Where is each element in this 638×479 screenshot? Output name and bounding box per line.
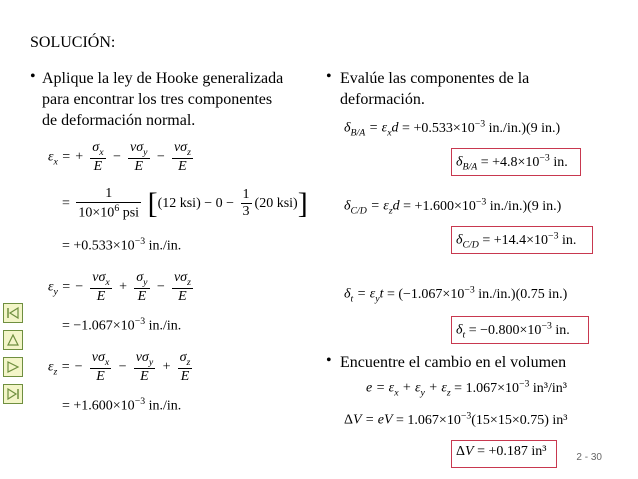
page-number: 2 - 30 — [576, 452, 602, 463]
left-bullet-line-3: de deformación normal. — [42, 112, 196, 129]
epsilon-y-result — [62, 316, 181, 335]
epsilon-x-equation: $\varepsilon_x$ = + $\frac{\sigma_x}{E}$ − $\frac{\nu\sigma_y}{E}$ − $\frac{\nu\sigma_z}{E}$ — [48, 140, 191, 174]
dcd-value: = +1.600×10 — [403, 198, 476, 214]
bullet-dot: • — [326, 352, 332, 369]
dba-boxed-unit: in. — [549, 154, 568, 170]
dba-value: = +0.533×10 — [402, 120, 475, 136]
dv-boxed: = +0.187 in³ — [473, 444, 547, 459]
left-bullet-text — [42, 68, 283, 131]
dba-exp: −3 — [474, 118, 486, 129]
bullet-dot: • — [326, 68, 332, 85]
left-bullet-line-2: para encontrar los tres componentes — [42, 91, 273, 108]
dt-boxed-unit: in. — [551, 322, 570, 338]
dt-tail: in./in.)(0.75 in.) — [474, 286, 568, 302]
first-slide-button[interactable] — [3, 303, 23, 323]
prev-slide-button[interactable] — [3, 330, 23, 350]
ex-result-unit: in./in. — [145, 238, 182, 254]
first-slide-icon — [4, 304, 22, 322]
next-slide-icon — [4, 358, 22, 376]
dv-value: = 1.067×10 — [392, 412, 461, 428]
epsilon-x-substitution: = $\frac{1}{10\times 10^6 psi}$ [(12 ksi) − 0 − $\frac{1}{3}$ (20 ksi)] — [62, 186, 308, 221]
epsilon-x-result — [62, 236, 181, 255]
volume-change-result: ΔV = +0.187 in³ — [456, 444, 547, 459]
dt-value: = (−1.067×10 — [386, 286, 465, 302]
e-sum-unit: in³/in³ — [529, 380, 567, 396]
ez-result: = +1.600×10 — [62, 398, 135, 414]
delta-t-result: $\delta_t = -0.800\times 10^{-3}$ in. — [456, 320, 570, 341]
right-bullet-text — [340, 68, 529, 110]
epsilon-y-equation: $\varepsilon_y$ = − $\frac{\nu\sigma_x}{E}$ + $\frac{\sigma_y}{E}$ − $\frac{\nu\sigma_z}{E}$ — [48, 270, 191, 304]
left-bullet-line-1: Aplique la ley de Hooke generalizada — [42, 70, 284, 87]
bullet-dot: • — [30, 68, 36, 85]
volume-bullet-text: Encuentre el cambio en el volumen — [340, 354, 567, 371]
last-slide-button[interactable] — [3, 384, 23, 404]
ey-result-unit: in./in. — [145, 318, 182, 334]
dcd-boxed-unit: in. — [558, 232, 577, 248]
ex-exp: 6 — [114, 203, 120, 214]
delta-cd-result: $\delta_{C/D} = +14.4\times 10^{-3}$ in. — [456, 230, 577, 251]
dv-tail: (15×15×0.75) in³ — [471, 412, 568, 428]
epsilon-z-equation: $\varepsilon_z$ = − $\frac{\nu\sigma_x}{E}$ − $\frac{\nu\sigma_y}{E}$ + $\frac{\sigma_z}{E}$ — [48, 350, 191, 384]
ex-result: = +0.533×10 — [62, 238, 135, 254]
ez-result-exp: −3 — [134, 396, 146, 407]
volume-change-equation: ΔV = eV = $1.067\times 10^{-3}(15\times 15\times 0.75)$ in³ — [344, 410, 568, 428]
ey-result: = −1.067×10 — [62, 318, 135, 334]
dba-boxed-exp: −3 — [539, 152, 550, 163]
delta-t-equation: $\delta_t = \varepsilon_yt = (-1.067\times 10^{-3}$ in./in.)(0.75 in.) — [344, 284, 568, 305]
ex-result-exp: −3 — [134, 236, 146, 247]
epsilon-z-result — [62, 396, 181, 415]
volumetric-strain-equation: $e = \varepsilon_x + \varepsilon_y + \varepsilon_z = 1.067\times 10^{-3}$ in³/in³ — [366, 378, 567, 399]
slide-title: SOLUCIÓN: — [30, 34, 116, 51]
e-sum-value: = 1.067×10 — [450, 380, 519, 396]
right-bullet-line-1: Evalúe las componentes de la — [340, 70, 530, 87]
last-slide-icon — [4, 385, 22, 403]
delta-ba-result: $\delta_{B/A} = +4.8\times 10^{-3}$ in. — [456, 152, 568, 173]
ex-psi: psi — [119, 205, 140, 221]
delta-cd-equation: $\delta_{C/D} = \varepsilon_zd = +1.600\times 10^{-3}$ in./in.)(9 in.) — [344, 196, 562, 217]
prev-slide-icon — [4, 331, 22, 349]
dt-boxed-exp: −3 — [541, 320, 552, 331]
dba-tail: in./in.)(9 in.) — [485, 120, 561, 136]
ex-numeric2: 20 ksi — [259, 196, 294, 212]
ex-den: 10×10 — [78, 205, 115, 221]
dcd-tail: in./in.)(9 in.) — [486, 198, 562, 214]
e-sum-exp: −3 — [518, 378, 530, 389]
dcd-boxed-exp: −3 — [548, 230, 559, 241]
dt-exp: −3 — [464, 284, 475, 295]
dcd-exp: −3 — [475, 196, 487, 207]
next-slide-button[interactable] — [3, 357, 23, 377]
dcd-boxed: = +14.4×10 — [478, 232, 549, 248]
ey-result-exp: −3 — [134, 316, 146, 327]
dt-boxed: = −0.800×10 — [465, 322, 542, 338]
delta-ba-equation: $\delta_{B/A} = \varepsilon_xd = +0.533\times 10^{-3}$ in./in.)(9 in.) — [344, 118, 561, 139]
ez-result-unit: in./in. — [145, 398, 182, 414]
dv-exp: −3 — [460, 410, 472, 421]
dba-boxed: = +4.8×10 — [477, 154, 540, 170]
ex-numeric: 12 ksi) − 0 − — [162, 196, 238, 212]
right-bullet-line-2: deformación. — [340, 91, 425, 108]
